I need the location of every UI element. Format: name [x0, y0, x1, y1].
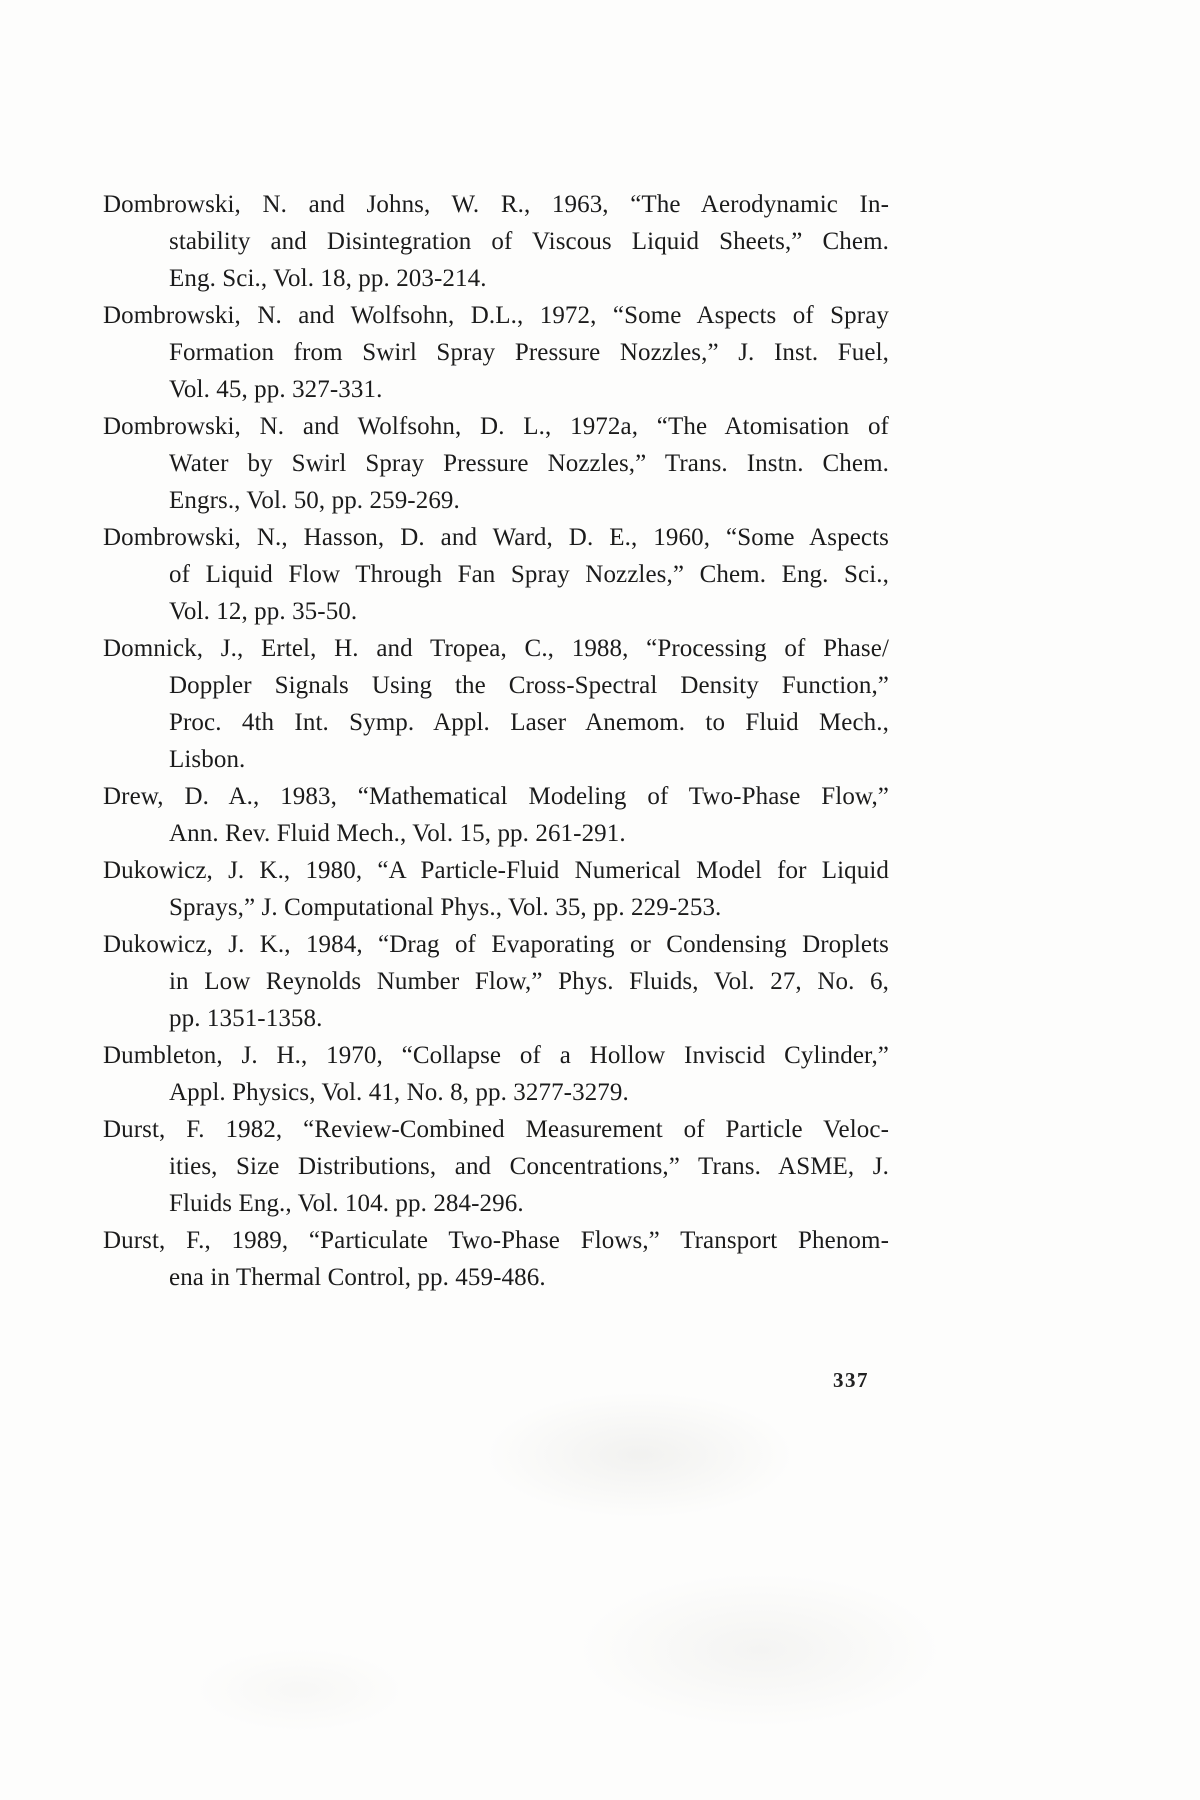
reference-continuation-line: of Liquid Flow Through Fan Spray Nozzles,” Chem. Eng. Sci., [169, 561, 889, 588]
reference-entry [103, 778, 889, 852]
reference-continuation-line: Sprays,” J. Computational Phys., Vol. 35, pp. 229-253. [169, 894, 722, 921]
reference-continuation-line: Engrs., Vol. 50, pp. 259-269. [169, 487, 460, 514]
reference-entry [103, 1037, 889, 1111]
reference-entry [103, 630, 889, 778]
reference-first-line: Durst, F., 1989, “Particulate Two-Phase Flows,” Transport Phenom- [103, 1227, 889, 1254]
reference-entry [103, 852, 889, 926]
reference-first-line: Dombrowski, N. and Wolfsohn, D. L., 1972a, “The Atomisation of [103, 413, 889, 440]
reference-entry [103, 297, 889, 408]
reference-continuation-line: in Low Reynolds Number Flow,” Phys. Fluids, Vol. 27, No. 6, [169, 968, 889, 995]
reference-entry [103, 186, 889, 297]
reference-continuation-line: Vol. 45, pp. 327-331. [169, 376, 383, 403]
reference-first-line: Dombrowski, N. and Wolfsohn, D.L., 1972, “Some Aspects of Spray [103, 302, 889, 329]
reference-continuation-line: Vol. 12, pp. 35-50. [169, 598, 358, 625]
reference-first-line: Durst, F. 1982, “Review-Combined Measurement of Particle Veloc- [103, 1116, 889, 1143]
reference-list [103, 186, 889, 1296]
reference-entry [103, 408, 889, 519]
reference-first-line: Dombrowski, N., Hasson, D. and Ward, D. E., 1960, “Some Aspects [103, 524, 889, 551]
reference-continuation-line: Doppler Signals Using the Cross-Spectral Density Function,” [169, 672, 889, 699]
reference-continuation-line: Formation from Swirl Spray Pressure Nozzles,” J. Inst. Fuel, [169, 339, 889, 366]
reference-entry [103, 926, 889, 1037]
reference-first-line: Dukowicz, J. K., 1984, “Drag of Evaporating or Condensing Droplets [103, 931, 889, 958]
reference-entry [103, 519, 889, 630]
reference-continuation-line: Proc. 4th Int. Symp. Appl. Laser Anemom. to Fluid Mech., [169, 709, 889, 736]
reference-continuation-line: Water by Swirl Spray Pressure Nozzles,” Trans. Instn. Chem. [169, 450, 889, 477]
reference-entry [103, 1111, 889, 1222]
reference-continuation-line: ities, Size Distributions, and Concentrations,” Trans. ASME, J. [169, 1153, 889, 1180]
reference-continuation-line: pp. 1351-1358. [169, 1005, 323, 1032]
reference-first-line: Drew, D. A., 1983, “Mathematical Modeling of Two-Phase Flow,” [103, 783, 889, 810]
reference-first-line: Domnick, J., Ertel, H. and Tropea, C., 1988, “Processing of Phase/ [103, 635, 889, 662]
reference-continuation-line: stability and Disintegration of Viscous Liquid Sheets,” Chem. [169, 228, 889, 255]
reference-continuation-line: Appl. Physics, Vol. 41, No. 8, pp. 3277-3279. [169, 1079, 629, 1106]
reference-entry [103, 1222, 889, 1296]
reference-first-line: Dombrowski, N. and Johns, W. R., 1963, “The Aerodynamic In- [103, 191, 889, 218]
reference-first-line: Dumbleton, J. H., 1970, “Collapse of a Hollow Inviscid Cylinder,” [103, 1042, 889, 1069]
reference-continuation-line: Fluids Eng., Vol. 104. pp. 284-296. [169, 1190, 524, 1217]
reference-continuation-line: ena in Thermal Control, pp. 459-486. [169, 1264, 546, 1291]
page-number: 337 [833, 1368, 869, 1392]
reference-continuation-line: Eng. Sci., Vol. 18, pp. 203-214. [169, 265, 487, 292]
reference-continuation-line: Lisbon. [169, 746, 246, 773]
reference-first-line: Dukowicz, J. K., 1980, “A Particle-Fluid Numerical Model for Liquid [103, 857, 889, 884]
reference-continuation-line: Ann. Rev. Fluid Mech., Vol. 15, pp. 261-291. [169, 820, 626, 847]
